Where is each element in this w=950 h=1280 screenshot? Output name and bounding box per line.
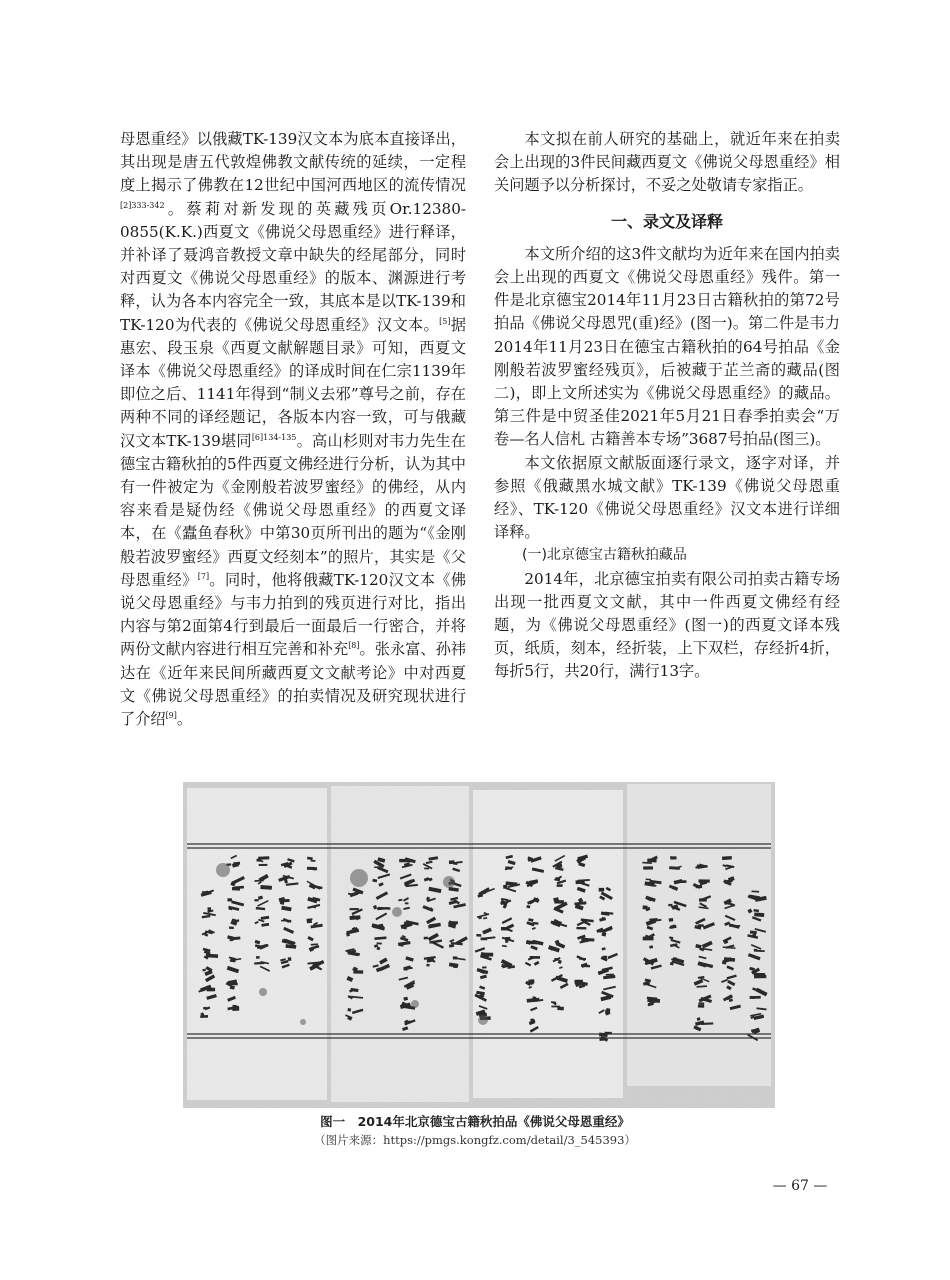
intro-paragraph: 本文拟在前人研究的基础上，就近年来在拍卖会上出现的3件民间藏西夏文《佛说父母恩重经》相关问题予以分析探讨，不妥之处敬请专家指正。	[494, 130, 840, 195]
left-column	[120, 128, 466, 731]
section-title: 一、录文及译释	[610, 211, 723, 231]
body-paragraph-3: 2014年，北京德宝拍卖有限公司拍卖古籍专场出现一批西夏文文献，其中一件西夏文佛经有经题，为《佛说父母恩重经》(图一)的西夏文译本残页，纸质，刻本，经折装，上下双栏，存经折4折，每折5行，共20行，满行13字。	[494, 569, 840, 681]
manuscript-figure	[183, 782, 775, 1108]
body-paragraph-2: 本文依据原文献版面逐行录文，逐字对译，并参照《俄藏黑水城文献》TK-139《佛说父母恩重经》、TK-120《佛说父母恩重经》汉文本进行详细译释。	[494, 453, 840, 542]
right-column	[494, 128, 840, 684]
manuscript-image	[183, 782, 775, 1108]
page-number: — 67 —	[772, 1178, 828, 1194]
subsection-heading: (一)北京德宝古籍秋拍藏品	[522, 547, 687, 564]
figure-source: （图片来源：https://pmgs.kongfz.com/detail/3_545393）	[314, 1133, 636, 1147]
figure-caption: 图一 2014年北京德宝古籍秋拍品《佛说父母恩重经》	[320, 1114, 630, 1129]
left-paragraph: 母恩重经》以俄藏TK-139汉文本为底本直接译出，其出现是唐五代敦煌佛教文献传统的延续，一定程度上揭示了佛教在12世纪中国河西地区的流传情况$^{[2]333-342}$。蔡莉对新发现的英藏残页Or.12380-0855(K.K.)西夏文《佛说父母恩重经》进行释译，并补译了聂鸿音教授文章中缺失的经尾部分，同时对西夏文《佛说父母恩重经》的版本、渊源进行考释，认为各本内容完全一致，其底本是以TK-139和TK-120为代表的《佛说父母恩重经》汉文本。[5]据惠宏、段玉泉《西夏文献解题目录》可知，西夏文译本《佛说父母恩重经》的译成时间在仁宗1139年即位之后、1141年得到“制义去邪”尊号之前，存在两种不同的译经题记，各版本内容一致，可与俄藏汉文本TK-139堪同$^{[6]134-135}$。高山杉则对韦力先生在德宝古籍秋拍的5件西夏文佛经进行分析，认为其中有一件被定为《金刚般若波罗蜜经》的佛经，从内容来看是疑伪经《佛说父母恩重经》的西夏文译本，在《蠹鱼春秋》中第30页所刊出的题为“《金刚般若波罗蜜经》西夏文经刻本”的照片，其实是《父母恩重经》[7]。同时，他将俄藏TK-120汉文本《佛说父母恩重经》与韦力拍到的残页进行对比，指出内容与第2面第4行到最后一面最后一行密合，并将两份文献内容进行相互完善和补充[8]。张永富、孙祎达在《近年来民间所藏西夏文文献考论》中对西夏文《佛说父母恩重经》的拍卖情况及研究现状进行了介绍[9]。	[120, 130, 467, 729]
body-paragraph-1: 本文所介绍的这3件文献均为近年来在国内拍卖会上出现的西夏文《佛说父母恩重经》残件。第一件是北京德宝2014年11月23日古籍秋拍的第72号拍品《佛说父母恩咒(重)经》(图一)。第二件是韦力2014年11月23日在德宝古籍秋拍的64号拍品《金刚般若波罗蜜经残页》，后被藏于芷兰斋的藏品(图二)，即上文所述实为《佛说父母恩重经》的藏品。第三件是中贸圣佳2021年5月21日春季拍卖会“万卷—名人信札 古籍善本专场”3687号拍品(图三)。	[494, 244, 840, 449]
